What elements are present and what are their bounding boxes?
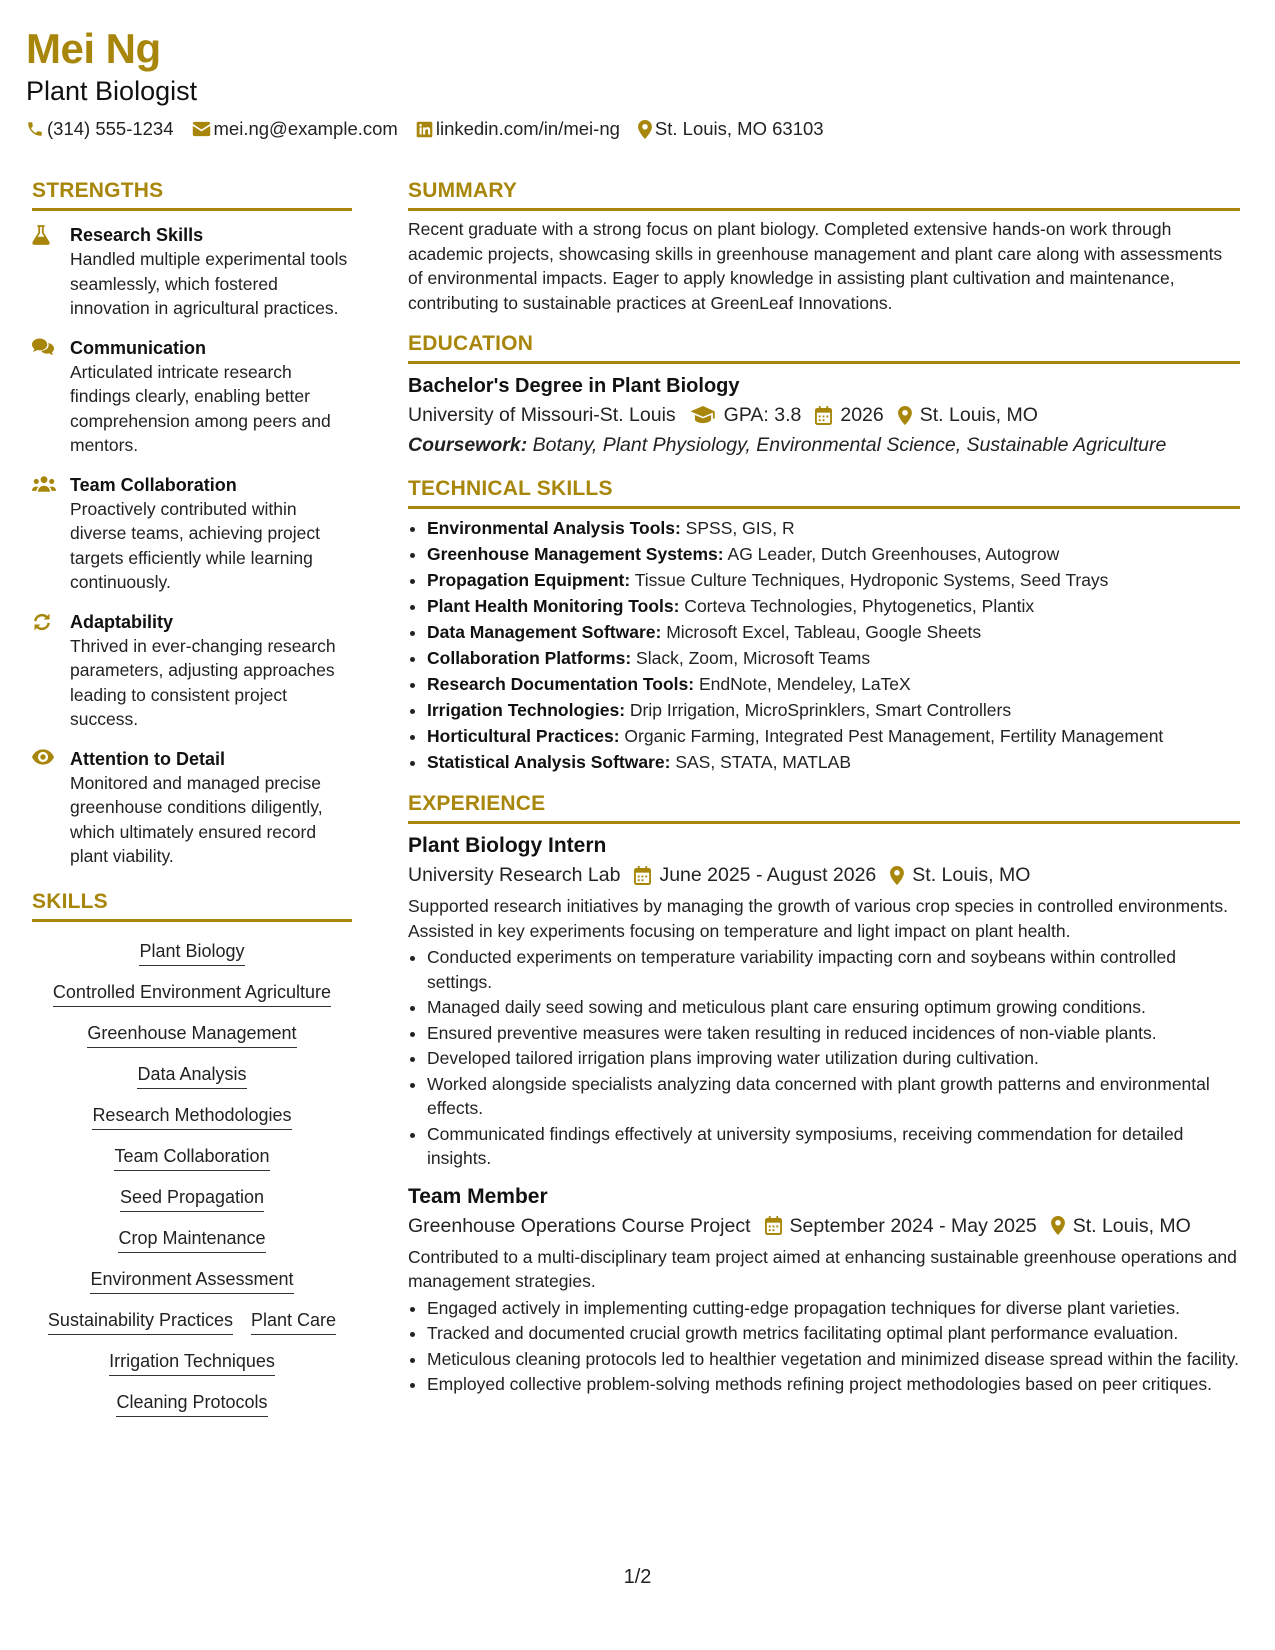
strength-description: Monitored and managed precise greenhouse conditions diligently, which ultimately ensured record plant viability. [70, 772, 323, 866]
education-heading: EDUCATION [408, 332, 534, 355]
job-title: Team Member [408, 1184, 548, 1208]
skill-tag: Seed Propagation [120, 1185, 264, 1212]
job-bullet: • Worked alongside specialists analyzing data concerned with plant growth patterns and environmental effects. [427, 1072, 1240, 1121]
skill-tag: Team Collaboration [114, 1144, 269, 1171]
eye-icon [32, 749, 54, 765]
skill-tag: Environment Assessment [90, 1267, 293, 1294]
skill-tag: Greenhouse Management [87, 1021, 296, 1048]
linkedin-icon [416, 121, 433, 138]
skill-tag: Controlled Environment Agriculture [53, 980, 331, 1007]
degree-title: Bachelor's Degree in Plant Biology [408, 375, 740, 397]
envelope-icon [192, 121, 211, 137]
users-icon [32, 475, 56, 493]
map-marker-icon [638, 120, 652, 139]
section-divider [408, 208, 1240, 211]
strength-title: Team Collaboration [70, 474, 237, 495]
skills-heading: SKILLS [32, 889, 108, 913]
technical-skill-item: • Irrigation Technologies: Drip Irrigation, MicroSprinklers, Smart Controllers [427, 697, 1240, 723]
summary-text: Recent graduate with a strong focus on plant biology. Completed extensive hands-on work through academic projects, showcasing skills in greenhouse management and plant care along with assessments of environmental impacts. Eager to apply knowledge in assisting plant cultivation and maintenance, contributing to sustainable practices at GreenLeaf Innovations. [408, 219, 1223, 313]
technical-skill-item: • Research Documentation Tools: EndNote, Mendeley, LaTeX [427, 671, 1240, 697]
map-marker-icon [1051, 1216, 1065, 1235]
education-location: St. Louis, MO [919, 404, 1038, 426]
job-bullet: • Managed daily seed sowing and meticulous plant care ensuring optimum growing conditions. [427, 995, 1240, 1020]
experience-entry [408, 1183, 1240, 1397]
comments-icon [32, 338, 54, 356]
graduation-cap-icon [690, 406, 716, 424]
contact-phone [26, 118, 174, 140]
skill-tag: Plant Care [251, 1308, 336, 1335]
skills-list [32, 932, 352, 1424]
calendar-icon [634, 866, 651, 885]
job-bullet: • Conducted experiments on temperature variability impacting corn and soybeans within controlled settings. [427, 945, 1240, 994]
phone-icon [26, 120, 44, 138]
job-meta [408, 1211, 1240, 1241]
job-dates: September 2024 - May 2025 [789, 1214, 1037, 1237]
strength-item [32, 473, 352, 595]
gpa-text: GPA: 3.8 [723, 404, 802, 426]
flask-icon [32, 225, 50, 245]
calendar-icon [815, 406, 832, 425]
skill-tag: Research Methodologies [92, 1103, 291, 1130]
strength-item [32, 610, 352, 732]
strength-title: Attention to Detail [70, 748, 225, 769]
organization-name: University Research Lab [408, 864, 621, 886]
calendar-icon [765, 1216, 782, 1235]
contact-linkedin[interactable] [416, 118, 620, 140]
location-text: St. Louis, MO 63103 [654, 118, 824, 139]
contact-bar [26, 118, 1246, 140]
job-location: St. Louis, MO [1072, 1214, 1191, 1237]
job-bullet: • Ensured preventive measures were taken resulting in reduced incidences of non-viable plants. [427, 1021, 1240, 1046]
strength-title: Research Skills [70, 225, 204, 245]
technical-skill-item: • Greenhouse Management Systems: AG Leader, Dutch Greenhouses, Autogrow [427, 541, 1240, 567]
strength-description: Thrived in ever-changing research parameters, adjusting approaches leading to consistent project success. [70, 635, 336, 729]
candidate-role: Plant Biologist [26, 76, 198, 106]
technical-skills-list [408, 515, 1240, 775]
job-meta [408, 860, 1240, 890]
job-bullet: • Employed collective problem-solving methods refining project methodologies based on peer critiques. [427, 1372, 1240, 1397]
job-description: Supported research initiatives by managing the growth of various crop species in controlled environments. Assisted in key experiments focusing on temperature and light impact on plant health. [408, 896, 1229, 941]
job-title: Plant Biology Intern [408, 834, 607, 857]
coursework-label: Coursework: [408, 434, 528, 456]
strength-item [32, 223, 352, 321]
resume-header [26, 26, 1246, 140]
job-bullets [408, 945, 1240, 1171]
coursework-list: Botany, Plant Physiology, Environmental Science, Sustainable Agriculture [527, 434, 1167, 456]
technical-skill-item: • Propagation Equipment: Tissue Culture Techniques, Hydroponic Systems, Seed Trays [427, 567, 1240, 593]
skill-tag: Plant Biology [139, 939, 244, 966]
technical-skills-heading: TECHNICAL SKILLS [408, 477, 613, 500]
job-bullet: • Tracked and documented crucial growth metrics facilitating optimal plant performance evaluation. [427, 1321, 1240, 1346]
technical-skill-item: • Horticultural Practices: Organic Farming, Integrated Pest Management, Fertility Management [427, 723, 1240, 749]
skill-tag: Sustainability Practices [48, 1308, 233, 1335]
job-description: Contributed to a multi-disciplinary team project aimed at enhancing sustainable greenhouse operations and management strategies. [408, 1246, 1237, 1291]
strength-description: Handled multiple experimental tools seamlessly, which fostered innovation in agricultural practices. [70, 249, 348, 318]
strength-title: Communication [70, 337, 207, 358]
contact-location [638, 118, 824, 140]
job-location: St. Louis, MO [912, 864, 1031, 886]
coursework-line [408, 430, 1240, 460]
map-marker-icon [890, 866, 904, 885]
phone-text: (314) 555-1234 [47, 118, 174, 139]
strengths-heading: STRENGTHS [32, 179, 164, 202]
graduation-year: 2026 [840, 404, 884, 426]
strength-description: Proactively contributed within diverse teams, achieving project targets efficiently while learning continuously. [70, 498, 320, 592]
section-divider [408, 361, 1240, 364]
job-bullet: • Engaged actively in implementing cutting-edge propagation techniques for diverse plant varieties. [427, 1296, 1240, 1321]
organization-name: Greenhouse Operations Course Project [408, 1214, 751, 1237]
school-name: University of Missouri-St. Louis [408, 404, 676, 426]
technical-skill-item: • Collaboration Platforms: Slack, Zoom, Microsoft Teams [427, 645, 1240, 671]
job-bullet: • Developed tailored irrigation plans improving water utilization during cultivation. [427, 1046, 1240, 1071]
strength-item [32, 747, 352, 869]
technical-skill-item: • Data Management Software: Microsoft Excel, Tableau, Google Sheets [427, 619, 1240, 645]
experience-entry [408, 832, 1240, 1171]
strength-title: Adaptability [70, 611, 174, 632]
section-divider [32, 208, 352, 211]
email-link[interactable]: mei.ng@example.com [213, 118, 398, 139]
skill-tag: Cleaning Protocols [116, 1390, 267, 1417]
section-divider [32, 919, 352, 922]
job-bullet: • Communicated findings effectively at university symposiums, receiving commendation for detailed insights. [427, 1122, 1240, 1171]
technical-skill-item: • Statistical Analysis Software: SAS, STATA, MATLAB [427, 749, 1240, 775]
section-divider [408, 821, 1240, 824]
strengths-list [32, 223, 352, 869]
sync-icon [32, 612, 52, 632]
page-number: 1/2 [623, 1566, 652, 1588]
skill-tag: Crop Maintenance [118, 1226, 265, 1253]
summary-heading: SUMMARY [408, 179, 518, 202]
skill-tag: Irrigation Techniques [109, 1349, 275, 1376]
skill-tag: Data Analysis [137, 1062, 246, 1089]
contact-email[interactable] [192, 118, 398, 140]
left-column [32, 178, 352, 1424]
map-marker-icon [898, 406, 912, 425]
technical-skill-item: • Environmental Analysis Tools: SPSS, GIS, R [427, 515, 1240, 541]
strength-item [32, 336, 352, 458]
right-column [408, 178, 1240, 1398]
candidate-name: Mei Ng [26, 25, 161, 72]
strength-description: Articulated intricate research findings clearly, enabling better comprehension among peers and mentors. [70, 361, 331, 455]
education-meta [408, 400, 1240, 430]
technical-skill-item: • Plant Health Monitoring Tools: Corteva Technologies, Phytogenetics, Plantix [427, 593, 1240, 619]
linkedin-link[interactable]: linkedin.com/in/mei-ng [435, 118, 620, 139]
job-dates: June 2025 - August 2026 [659, 864, 877, 886]
job-bullets [408, 1296, 1240, 1397]
section-divider [408, 506, 1240, 509]
experience-heading: EXPERIENCE [408, 792, 546, 815]
job-bullet: • Meticulous cleaning protocols led to healthier vegetation and minimized disease spread within the facility. [427, 1347, 1240, 1372]
